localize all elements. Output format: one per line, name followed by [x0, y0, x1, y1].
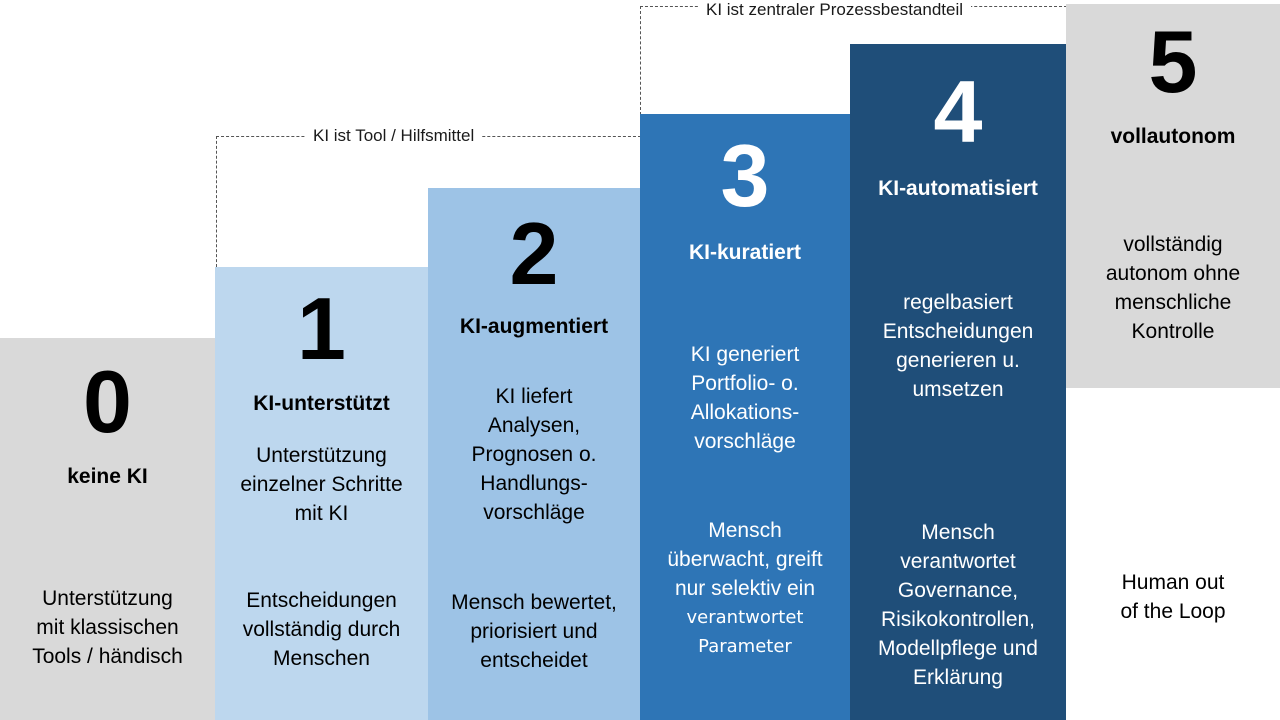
level-1-column — [215, 267, 428, 720]
level-number: 3 — [720, 126, 770, 225]
level-role: Mensch überwacht, greift nur selektiv ein — [667, 519, 823, 600]
level-description: regelbasiert Entscheidungen generieren u. umsetzen — [882, 291, 1034, 401]
level-title: KI-unterstützt — [253, 392, 390, 415]
level-5-role-area — [1066, 388, 1280, 720]
bracket-ki-central-label: KI ist zentraler Prozessbestandteil — [698, 0, 971, 20]
level-title: KI-kuratiert — [688, 241, 802, 264]
level-role: Mensch bewertet, priorisiert und entscheidet — [451, 591, 617, 672]
level-number: 4 — [933, 62, 983, 161]
level-number: 5 — [1148, 12, 1198, 111]
level-0-column — [0, 338, 215, 720]
level-title: KI-automatisiert — [878, 177, 1038, 200]
level-3-column — [640, 114, 850, 720]
level-2-column — [428, 188, 640, 720]
level-title: vollautonom — [1110, 125, 1236, 148]
level-description: KI generiert Portfolio- o. Allokations- vorschläge — [690, 343, 800, 453]
level-description: Unterstützung einzelner Schritte mit KI — [240, 444, 403, 525]
level-role-extra: verantwortet Parameter — [686, 607, 804, 657]
level-role: Human out of the Loop — [1120, 571, 1226, 623]
level-description: KI liefert Analysen, Prognosen o. Handlungs- vorschläge — [471, 385, 597, 524]
level-title: keine KI — [67, 465, 148, 488]
bracket-ki-tool-label: KI ist Tool / Hilfsmittel — [305, 126, 482, 146]
level-4-column — [850, 44, 1066, 720]
level-role: Unterstützung mit klassischen Tools / händisch — [32, 587, 183, 668]
level-5-column — [1066, 4, 1280, 388]
level-title: KI-augmentiert — [459, 315, 609, 338]
level-number: 0 — [83, 352, 132, 451]
level-number: 1 — [297, 279, 346, 378]
level-number: 2 — [509, 204, 559, 303]
level-role: Entscheidungen vollständig durch Menschen — [242, 589, 401, 670]
level-description: vollständig autonom ohne menschliche Kontrolle — [1105, 233, 1241, 343]
level-role: Mensch verantwortet Governance, Risikokontrollen, Modellpflege und Erklärung — [878, 521, 1038, 689]
